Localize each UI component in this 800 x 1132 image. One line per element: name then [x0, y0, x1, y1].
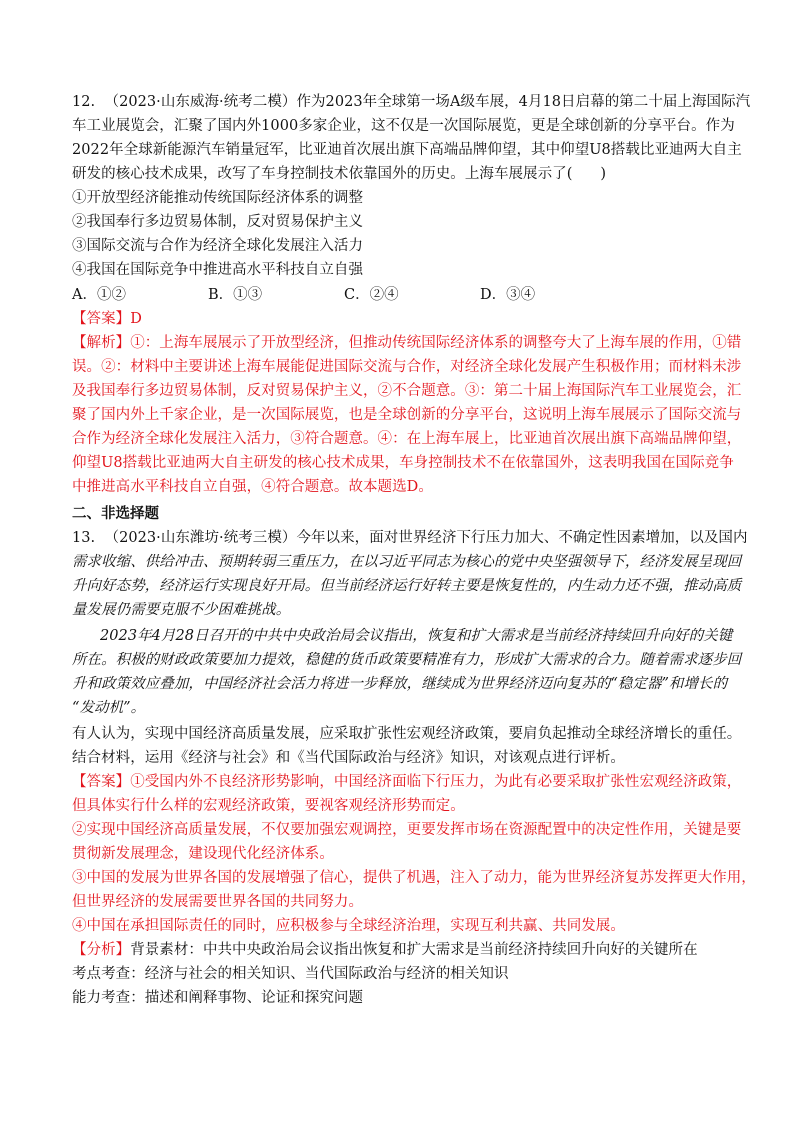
answer-line: 贯彻新发展理念，建设现代化经济体系。 [72, 846, 334, 862]
question-stem-line: 2022年全球新能源汽车销量冠军，比亚迪首次展出旗下高端品牌仰望，其中仰望U8搭载比亚迪两大自主 [72, 142, 742, 158]
analysis-line: 聚了国内外上千家企业，是一次国际展览，也是全球创新的分享平台，这说明上海车展展示了国际交流与 [72, 407, 742, 423]
option-a: A．①② [72, 287, 126, 303]
answer-line: 【答案】①受国内外不良经济形势影响，中国经济面临下行压力，为此有必要采取扩张性宏观经济政策， [72, 774, 742, 790]
analysis-ability: 能力考查：描述和阐释事物、论证和探究问题 [72, 990, 363, 1006]
statement-item: ④我国在国际竞争中推进高水平科技自立自强 [72, 262, 363, 278]
answer-line: 但世界经济的发展需要世界各国的共同努力。 [72, 894, 363, 910]
material-line: 升向好态势，经济运行实现良好开局。但当前经济运行好转主要是恢复性的，内生动力还不强，推动高质 [72, 578, 742, 594]
answer-line: ③中国的发展为世界各国的发展增强了信心，提供了机遇，注入了动力，能为世界经济复苏发挥更大作用， [72, 870, 756, 886]
material-line: 升和政策效应叠加，中国经济社会活力将进一步释放，继续成为世界经济迈向复苏的“稳定器”和增长的 [72, 676, 728, 692]
option-c: C．②④ [344, 287, 399, 303]
analysis-background: 背景素材：中共中央政治局会议指出恢复和扩大需求是当前经济持续回升向好的关键所在 [130, 942, 698, 958]
analysis-tag: 【分析】 [72, 942, 131, 958]
analysis-line: 合作为经济全球化发展注入活力，③符合题意。④：在上海车展上，比亚迪首次展出旗下高端品牌仰望， [72, 431, 742, 447]
statement-item: ③国际交流与合作为经济全球化发展注入活力 [72, 238, 363, 254]
analysis-line: 中推进高水平科技自立自强，④符合题意。故本题选D。 [72, 479, 433, 495]
material-line: 13. （2023·山东潍坊·统考三模）今年以来，面对世界经济下行压力加大、不确定性因素增加，以及国内 [72, 530, 748, 546]
answer-line: 但具体实行什么样的宏观经济政策，要视客观经济形势而定。 [72, 798, 465, 814]
question-stem-line: 研发的核心技术成果，改写了车身控制技术依靠国外的历史。上海车展展示了( ) [72, 166, 607, 182]
question-stem-line: 12. （2023·山东威海·统考二模）作为2023年全球第一场A级车展，4月18日启幕的第二十届上海国际汽 [72, 94, 751, 110]
question-line: 有人认为，实现中国经济高质量发展，应采取扩张性宏观经济政策，要肩负起推动全球经济增长的重任。 [72, 726, 742, 742]
answer-line: ②实现中国经济高质量发展，不仅要加强宏观调控，更要发挥市场在资源配置中的决定性作用，关键是要 [72, 822, 742, 838]
question-12 [72, 90, 751, 499]
analysis-line [72, 938, 728, 962]
material-line: 所在。积极的财政政策要加力提效，稳健的货币政策要精准有力，形成扩大需求的合力。随着需求逐步回 [72, 652, 742, 668]
answer-line: 【答案】D [72, 311, 142, 327]
analysis-line: 【解析】①：上海车展展示了开放型经济，但推动传统国际经济体系的调整夸大了上海车展的作用，①错 [72, 335, 742, 351]
analysis-line: 仰望U8搭载比亚迪两大自主研发的核心技术成果，车身控制技术不在依靠国外，这表明我国在国际竞争 [72, 455, 734, 471]
material-line: “发动机”。 [72, 700, 146, 716]
answer-line: ④中国在承担国际责任的同时，应积极参与全球经济治理，实现互利共赢、共同发展。 [72, 918, 625, 934]
statement-item: ①开放型经济能推动传统国际经济体系的调整 [72, 190, 363, 206]
analysis-points: 考点考查：经济与社会的相关知识、当代国际政治与经济的相关知识 [72, 966, 509, 982]
analysis-line: 误。②：材料中主要讲述上海车展能促进国际交流与合作，对经济全球化发展产生积极作用；而材料未涉 [72, 359, 742, 375]
material-line: 量发展仍需要克服不少困难挑战。 [72, 602, 291, 618]
material-line: 2023年4月28日召开的中共中央政治局会议指出，恢复和扩大需求是当前经济持续回升向好的关键 [100, 628, 733, 644]
question-stem-line: 车工业展览会，汇聚了国内外1000多家企业，这不仅是一次国际展览，更是全球创新的分享平台。作为 [72, 118, 735, 134]
analysis-line: 及我国奉行多边贸易体制，反对贸易保护主义，②不合题意。③：第二十届上海国际汽车工业展览会，汇 [72, 383, 742, 399]
material-line: 需求收缩、供给冲击、预期转弱三重压力，在以习近平同志为核心的党中央坚强领导下，经济发展呈现回 [72, 554, 742, 570]
option-d: D．③④ [480, 287, 536, 303]
question-13 [72, 526, 756, 1010]
question-line: 结合材料，运用《经济与社会》和《当代国际政治与经济》知识，对该观点进行评析。 [72, 750, 625, 766]
option-b: B．①③ [208, 287, 263, 303]
section-title: 二、非选择题 [72, 505, 159, 522]
statement-item: ②我国奉行多边贸易体制，反对贸易保护主义 [72, 214, 363, 230]
answer-options [72, 283, 728, 307]
